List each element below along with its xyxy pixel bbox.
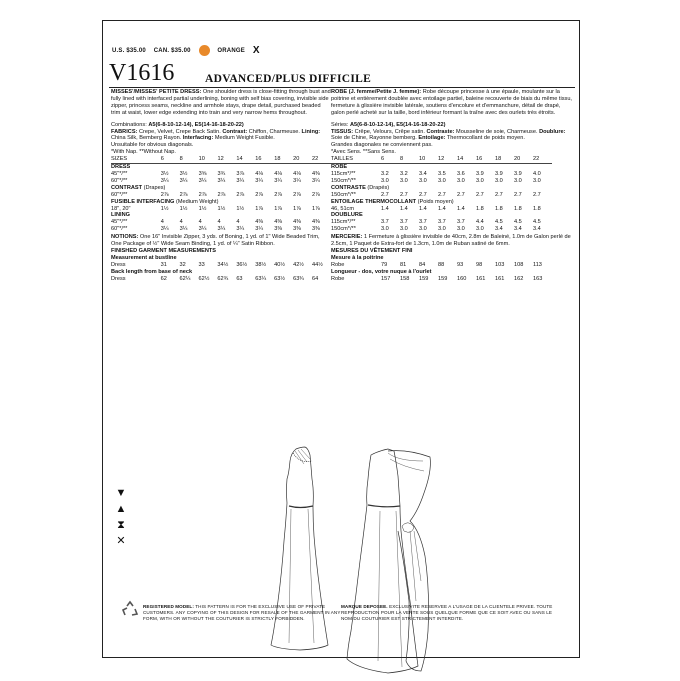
contrast-60-row-cell: 2⅞ [274,191,282,198]
contraste-150-row-cell: 2.7 [400,191,408,198]
dress-45-row [111,171,331,178]
doublure-heading: DOUBLURE [331,212,363,219]
tissus-value: Crêpe, Velours, Crêpe satin. [354,128,425,135]
mercerie-value: 1 Fermeture à glissière invisible de 40cm, 2.8m de Baleiné, 1.0m de Galon perlé de 2.5cm, 1 Paquet de Extra-fort de 1.3cm, 1.0m de Ruban satiné de 6mm. [331,234,571,248]
bust-row-label: Dress [111,261,126,268]
lining-45-row-cell: 4⅜ [293,219,301,226]
dress-60-row [111,178,331,185]
back-row-label: Dress [111,275,126,282]
cross-icon: ✕ [116,535,126,547]
dress-45-label: 45"*/** [111,170,128,177]
fr-sizes-row-cell: 6 [381,156,385,163]
dress-45-row-cell: 3⅝ [198,170,207,177]
fr-sizes-row-cell: 22 [533,156,540,163]
sizes-row-cell: 16 [255,156,262,163]
contraste-heading-sub: (Drapés) [367,184,390,191]
pattern-envelope-back [102,20,580,658]
doublure-150-label: 150cm*/** [331,226,356,233]
combinations-value: A5(6-8-10-12-14), E5(14-16-18-20-22) [148,121,244,128]
entoilage-heading [331,199,552,206]
entoilage-46-row-cell: 1.4 [381,205,389,212]
doublure-150-row-cell: 3.0 [419,226,427,233]
en-legal-title: REGISTERED MODEL: [143,604,194,609]
can-price: CAN. $35.00 [153,48,191,55]
fr-sizes-row [331,156,552,163]
doublure-150-row-cell: 3.0 [381,226,389,233]
fold-arrow-down-icon: ▼ [115,487,127,499]
bust-row-cell: 38½ [255,261,267,268]
lining-60-row-cell: 3⅜ [293,226,301,233]
contrast-60-row-cell: 2⅞ [236,191,245,198]
entoilage-heading-sub: (Poids moyen) [417,198,454,205]
bust-row-cell: 40½ [274,261,286,268]
lining-heading: LINING [111,212,130,219]
dress-60-row-cell: 3¼ [198,177,207,184]
poitrine-row-label: Robe [331,261,345,268]
robe-150-row-cell: 3.0 [400,177,408,184]
dress-label: DRESS [111,164,131,171]
contraste-label: Contraste: [426,128,455,135]
entoilage-value: Thermocollant de poids moyen. [446,135,525,142]
fr-legal-text: EXCLUSIVITE RESERVEE A L'USAGE DE LA CLIENTELE PRIVEE. TOUTE REPRODUCTION POUR LA VENTE SOUS QUELQUE FORME QUE CE SOIT AVEC OU SANS LE NOM DU COUTURIER EST STRICTEMENT INTERDITE. [341,604,553,621]
dress-illustrations [238,431,458,681]
contrast-60-row-cell: 2⅞ [160,191,169,198]
doublure-115-row-cell: 3.7 [457,219,465,226]
robe-115-row-cell: 3.9 [514,170,522,177]
doublure-115-row-cell: 4.5 [533,219,541,226]
fr-combinations [331,122,575,129]
poitrine-row [331,262,552,269]
dress-60-row-cell: 3¼ [179,177,188,184]
longueur-row-cell: 157 [381,275,391,282]
bust-row-cell: 34½ [217,261,229,268]
interfacing-value: Medium Weight Fusible. [214,135,275,142]
robe-label: ROBE [331,164,348,171]
doublure-150-row-cell: 3.4 [495,226,503,233]
doublure-150-row-cell: 3.0 [438,226,446,233]
fabrics-value: Crepe, Velvet, Crepe Back Satin. [138,128,221,135]
contrast-60-row-cell: 2⅞ [255,191,264,198]
fr-nap-note: *Avec Sens. **Sans Sens. [331,149,396,156]
lining-label: Lining: [301,128,321,135]
contrast-60-row [111,192,331,199]
lining-60-row-cell: 3⅜ [274,226,282,233]
back-length-label: Back length from base of neck [111,268,193,275]
price-line [112,45,266,56]
lining-60-row [111,226,331,233]
lining-value: China Silk, Bemberg Rayon. [111,135,182,142]
doublure-115-row-cell: 4.4 [476,219,484,226]
sizes-row-cell: 14 [236,156,243,163]
fusible-18-row-cell: 1⅞ [293,205,301,212]
fusible-18-row-cell: 1⅞ [274,205,282,212]
fr-sizes-row-cell: 8 [400,156,404,163]
fusible-18-row-cell: 1½ [179,205,188,212]
orange-color-dot [199,45,210,56]
entoilage-46-row-cell: 1.4 [419,205,427,212]
poitrine-label: Mesure à la poitrine [331,254,384,261]
sizes-row-cell: 6 [160,156,164,163]
lining-45-row-cell: 4 [217,219,221,226]
doublure-115-label: 115cm*/** [331,219,356,226]
bust-row-cell: 42½ [293,261,304,268]
dress-45-row-cell: 4⅛ [255,170,264,177]
lining-45-row-cell: 4 [179,219,183,226]
entoilage-46-row-cell: 1.4 [457,205,465,212]
english-column [111,89,331,282]
doublure-150-row-cell: 3.4 [514,226,522,233]
color-code: ORANGE [217,48,245,55]
robe-150-label: 150cm*/** [331,177,356,184]
entoilage-46-row [331,206,552,213]
desc-title: MISSES'/MISSES' PETITE DRESS: [111,89,202,95]
fusible-heading-sub: (Medium Weight) [175,198,219,205]
bust-row-cell: 33 [198,261,205,268]
english-measurements-table [111,255,331,283]
contrast-60-row-cell: 2⅞ [217,191,226,198]
fusible-18-row-cell: 1⅞ [312,205,320,212]
entoilage-46-label: 46, 51cm [331,205,355,212]
back-row-cell: 62½ [198,275,210,282]
fr-sizes-row-cell: 10 [419,156,426,163]
tissus-label: TISSUS: [331,128,354,135]
mesures-label: MESURES DU VÊTEMENT FINI [331,247,413,254]
back-row-cell: 63 [236,275,243,282]
lining-60-row-cell: 3¼ [236,226,245,233]
doublure-150-row-cell: 3.4 [533,226,541,233]
contrast-value: Chiffon, Charmeuse. [248,128,300,135]
recycle-icon [120,599,140,621]
dress-45-row-cell: 3½ [179,170,188,177]
lining-45-row-cell: 4⅜ [274,219,282,226]
fr-sizes-row-cell: 12 [438,156,445,163]
dress-60-row-cell: 3¼ [236,177,245,184]
sizes-row-cell: 20 [293,156,300,163]
fr-desc-title: ROBE (J. femme/Petite J. femme): [331,89,422,95]
contraste-150-row-cell: 2.7 [457,191,465,198]
dress-45-row-cell: 3½ [160,170,169,177]
contraste-150-row-cell: 2.7 [495,191,503,198]
notions-value: One 16" Invisible Zipper, 3 yds. of Boning, 1 yd. of 1" Wide Beaded Trim, One Package of ½" Wide Seam Binding, 1 yd. of ¼" Satin Ribbon. [111,234,320,248]
entoilage-46-row-cell: 1.8 [495,205,503,212]
poitrine-row-cell: 79 [381,261,388,268]
doublure-150-row [331,226,552,233]
french-legal-notice [341,604,553,622]
poitrine-row-cell: 93 [457,261,464,268]
robe-115-row-cell: 3.4 [419,170,427,177]
dress-45-row-cell: 4⅜ [312,170,320,177]
doublure-150-row-cell: 3.0 [457,226,465,233]
lining-45-row [111,219,331,226]
dress-60-row-cell: 3¼ [160,177,169,184]
contrast-heading-sub: (Drapes) [143,184,166,191]
entoilage-46-row-cell: 1.8 [476,205,484,212]
robe-150-row-cell: 3.0 [381,177,389,184]
fr-unsuitable-note: Grandes diagonales ne conviennent pas. [331,142,433,149]
robe-150-row [331,178,552,185]
doublure-115-row [331,219,552,226]
entoilage-46-row-cell: 1.4 [400,205,408,212]
hourglass-icon: ⧗ [117,519,125,531]
back-row-cell: 62¼ [179,275,191,282]
fabrics [111,129,331,143]
longueur-row-cell: 158 [400,275,410,282]
contraste-value: Mousseline de soie, Charmeuse. [456,128,538,135]
lining-45-row-cell: 4⅜ [255,219,264,226]
robe-150-row-cell: 3.0 [419,177,427,184]
sizes-label: SIZES [111,156,128,163]
robe-115-row-cell: 4.0 [533,170,541,177]
robe-150-row-cell: 3.0 [457,177,465,184]
english-yardage-table [111,156,331,233]
contraste-150-row-cell: 2.7 [381,191,389,198]
difficulty-label: ADVANCED/PLUS DIFFICILE [205,73,372,85]
fr-fabrics [331,129,575,143]
longueur-row-cell: 161 [476,275,486,282]
lining-60-row-cell: 3¼ [198,226,207,233]
english-description [111,89,331,117]
fusible-heading [111,199,331,206]
combinations [111,122,331,129]
lining-60-row-cell: 3¼ [160,226,169,233]
finished-measurements-label: FINISHED GARMENT MEASUREMENTS [111,247,217,254]
longueur-row-cell: 159 [419,275,429,282]
notions [111,234,331,248]
dress-60-label: 60"*/** [111,177,128,184]
poitrine-row-cell: 81 [400,261,407,268]
header-rule [109,87,575,88]
lining-45-row-cell: 4⅜ [312,219,320,226]
longueur-row-cell: 159 [438,275,448,282]
lining-45-row-cell: 4 [236,219,240,226]
robe-115-row-cell: 3.2 [381,170,389,177]
dress-60-row-cell: 3¼ [293,177,301,184]
fr-sizes-row-cell: 18 [495,156,502,163]
contraste-150-row-cell: 2.7 [514,191,522,198]
bust-row [111,262,331,269]
contraste-150-row-cell: 2.7 [533,191,541,198]
robe-115-row-cell: 3.2 [400,170,408,177]
fusible-18-row-cell: 1½ [198,205,207,212]
robe-115-row-cell: 3.5 [438,170,446,177]
fr-sizes-row-cell: 16 [476,156,483,163]
fr-sizes-row-cell: 14 [457,156,464,163]
robe-150-row-cell: 3.0 [514,177,522,184]
back-view-dress-drawing [347,449,430,673]
pattern-number: V1616 [109,60,175,86]
desc-text: One shoulder dress is close-fitting through bust and fully lined with interfaced partial underlining, boning with self bias covering, invisible side zipper, princess seams, neckline and armhole stays, drape detail, purchased beaded trim at waist, lower edge extending into train and very narrow hems throughout. [111,89,331,116]
mercerie-label: MERCERIE: [331,234,363,241]
back-row-cell: 63½ [274,275,286,282]
nap-note: *With Nap. **Without Nap. [111,149,176,156]
doublure-115-row-cell: 4.5 [514,219,522,226]
fr-combinations-label: Séries: [331,121,349,128]
robe-150-row-cell: 3.0 [495,177,503,184]
back-row-cell: 62¾ [217,275,229,282]
poitrine-row-cell: 88 [438,261,445,268]
doublure-150-row-cell: 3.0 [400,226,408,233]
contraste-150-row-cell: 2.7 [419,191,427,198]
sizes-row-cell: 18 [274,156,281,163]
dress-45-row-cell: 3⅞ [236,170,245,177]
contraste-150-row [331,192,552,199]
contrast-label: Contrast: [222,128,248,135]
us-price: U.S. $35.00 [112,48,146,55]
contraste-150-label: 150cm*/** [331,191,356,198]
doublure-150-row-cell: 3.0 [476,226,484,233]
fusible-18-row-cell: 1½ [160,205,169,212]
robe-115-row-cell: 3.6 [457,170,465,177]
fr-desc-text: Robe découpe princesse à une épaule, moulante sur la poitrine et entièrement doublée avec entoilage partiel, baleine recouverte de biais du même tissu, fermeture à glissière invisible latérale, soutiens d'encolure et d'emmanchure, détail de drapé, galon perlé acheté sur la taille, bord inférieur formant la traîne avec des ourlets très étroits. [331,89,572,116]
lining-45-row-cell: 4 [198,219,202,226]
back-row-cell: 63¾ [293,275,304,282]
entoilage-label: Entoilage: [418,135,446,142]
entoilage-46-row-cell: 1.8 [514,205,522,212]
contrast-60-row-cell: 2⅞ [198,191,207,198]
entoilage-heading-label: ENTOILAGE THERMOCOLLANT [331,198,417,205]
doublure-value: Soie de Chine, Rayonne bemberg. [331,135,417,142]
longueur-row-cell: 161 [495,275,505,282]
unsuitable-note: Unsuitable for obvious diagonals. [111,142,194,149]
x-mark: X [252,45,260,56]
contraste-150-row-cell: 2.7 [438,191,446,198]
contrast-60-row-cell: 2⅞ [312,191,320,198]
english-legal-notice [143,604,343,622]
fr-sizes-row-cell: 20 [514,156,521,163]
mercerie [331,234,575,248]
bust-label: Measurement at bustline [111,254,177,261]
contrast-60-label: 60"*/** [111,191,128,198]
fusible-18-row [111,206,331,213]
fusible-18-row-cell: 1½ [236,205,245,212]
bust-row-cell: 36½ [236,261,248,268]
french-description [331,89,575,117]
poitrine-row-cell: 84 [419,261,426,268]
lining-60-label: 60"*/** [111,226,128,233]
bust-row-cell: 44½ [312,261,323,268]
dress-60-row-cell: 3¼ [255,177,264,184]
sizes-row-cell: 12 [217,156,224,163]
dress-45-row-cell: 3¾ [217,170,226,177]
fusible-18-row-cell: 1½ [217,205,226,212]
robe-150-row-cell: 3.0 [533,177,541,184]
dress-60-row-cell: 3¼ [274,177,282,184]
french-column [331,89,575,282]
doublure-label: Doublure: [539,128,566,135]
robe-115-row [331,171,552,178]
contraste-150-row-cell: 2.7 [476,191,484,198]
robe-150-row-cell: 3.0 [476,177,484,184]
sizes-row-cell: 10 [198,156,205,163]
longueur-row-cell: 163 [533,275,543,282]
lining-45-row-cell: 4 [160,219,164,226]
fusible-18-row-cell: 1⅞ [255,205,264,212]
en-legal-text: THIS PATTERN IS FOR THE EXCLUSIVE USE OF PRIVATE CUSTOMERS. ANY COPYING OF THIS DESIGN FOR RESALE OF THE GARMENT IN ANY FORM, WITH OR WITHOUT THE COUTURIER IS STRICTLY FORBIDDEN. [143,604,341,621]
doublure-115-row-cell: 3.7 [419,219,427,226]
sizes-row-cell: 8 [179,156,183,163]
entoilage-46-row-cell: 1.4 [438,205,446,212]
lining-60-row-cell: 3⅜ [312,226,320,233]
poitrine-row-cell: 108 [514,261,524,268]
dress-60-row-cell: 3¼ [312,177,320,184]
sizes-row-cell: 22 [312,156,319,163]
contrast-60-row-cell: 2⅞ [179,191,188,198]
interfacing-label: Interfacing: [182,135,214,142]
lining-45-label: 45"*/** [111,219,128,226]
fusible-heading-label: FUSIBLE INTERFACING [111,198,175,205]
dress-60-row-cell: 3¼ [217,177,226,184]
contrast-60-row-cell: 2⅞ [293,191,301,198]
poitrine-row-cell: 98 [476,261,483,268]
fold-arrow-up-icon: ▲ [115,503,127,515]
dress-45-row-cell: 4⅛ [293,170,301,177]
fabrics-label: FABRICS: [111,128,138,135]
contraste-heading [331,185,552,192]
doublure-115-row-cell: 3.7 [381,219,389,226]
doublure-115-row-cell: 3.7 [400,219,408,226]
longueur-row-cell: 160 [457,275,467,282]
longueur-row-label: Robe [331,275,345,282]
combinations-label: Combinations: [111,121,147,128]
robe-150-row-cell: 3.0 [438,177,446,184]
robe-115-row-cell: 3.9 [495,170,503,177]
longueur-label: Longueur - dos, votre nuque à l'ourlet [331,268,432,275]
dress-45-row-cell: 4⅛ [274,170,282,177]
back-row-cell: 62 [160,275,167,282]
longueur-row-cell: 162 [514,275,524,282]
longueur-row [331,276,552,283]
poitrine-row-cell: 113 [533,261,542,268]
robe-115-row-cell: 3.9 [476,170,484,177]
back-row [111,276,331,283]
lining-60-row-cell: 3¼ [255,226,264,233]
contrast-heading [111,185,331,192]
fr-legal-title: MARQUE DEPOSEE. [341,604,388,609]
contraste-heading-label: CONTRASTE [331,184,366,191]
fusible-18-label: 18", 20" [111,205,131,212]
french-yardage-table [331,156,552,233]
bust-row-cell: 31 [160,261,167,268]
back-row-cell: 64 [312,275,319,282]
back-row-cell: 63¼ [255,275,267,282]
sizes-row [111,156,331,163]
contrast-heading-label: CONTRAST [111,184,143,191]
notions-label: NOTIONS: [111,234,139,241]
lining-60-row-cell: 3¼ [179,226,188,233]
poitrine-row-cell: 103 [495,261,505,268]
lining-60-row-cell: 3¼ [217,226,226,233]
doublure-115-row-cell: 3.7 [438,219,446,226]
bust-row-cell: 32 [179,261,186,268]
french-measurements-table [331,255,552,283]
entoilage-46-row-cell: 1.8 [533,205,541,212]
fr-combinations-value: A5(6-8-10-12-14), E5(14-16-18-20-22) [349,121,446,128]
doublure-115-row-cell: 4.5 [495,219,503,226]
fr-sizes-label: TAILLES [331,156,353,163]
robe-115-label: 115cm*/** [331,170,356,177]
